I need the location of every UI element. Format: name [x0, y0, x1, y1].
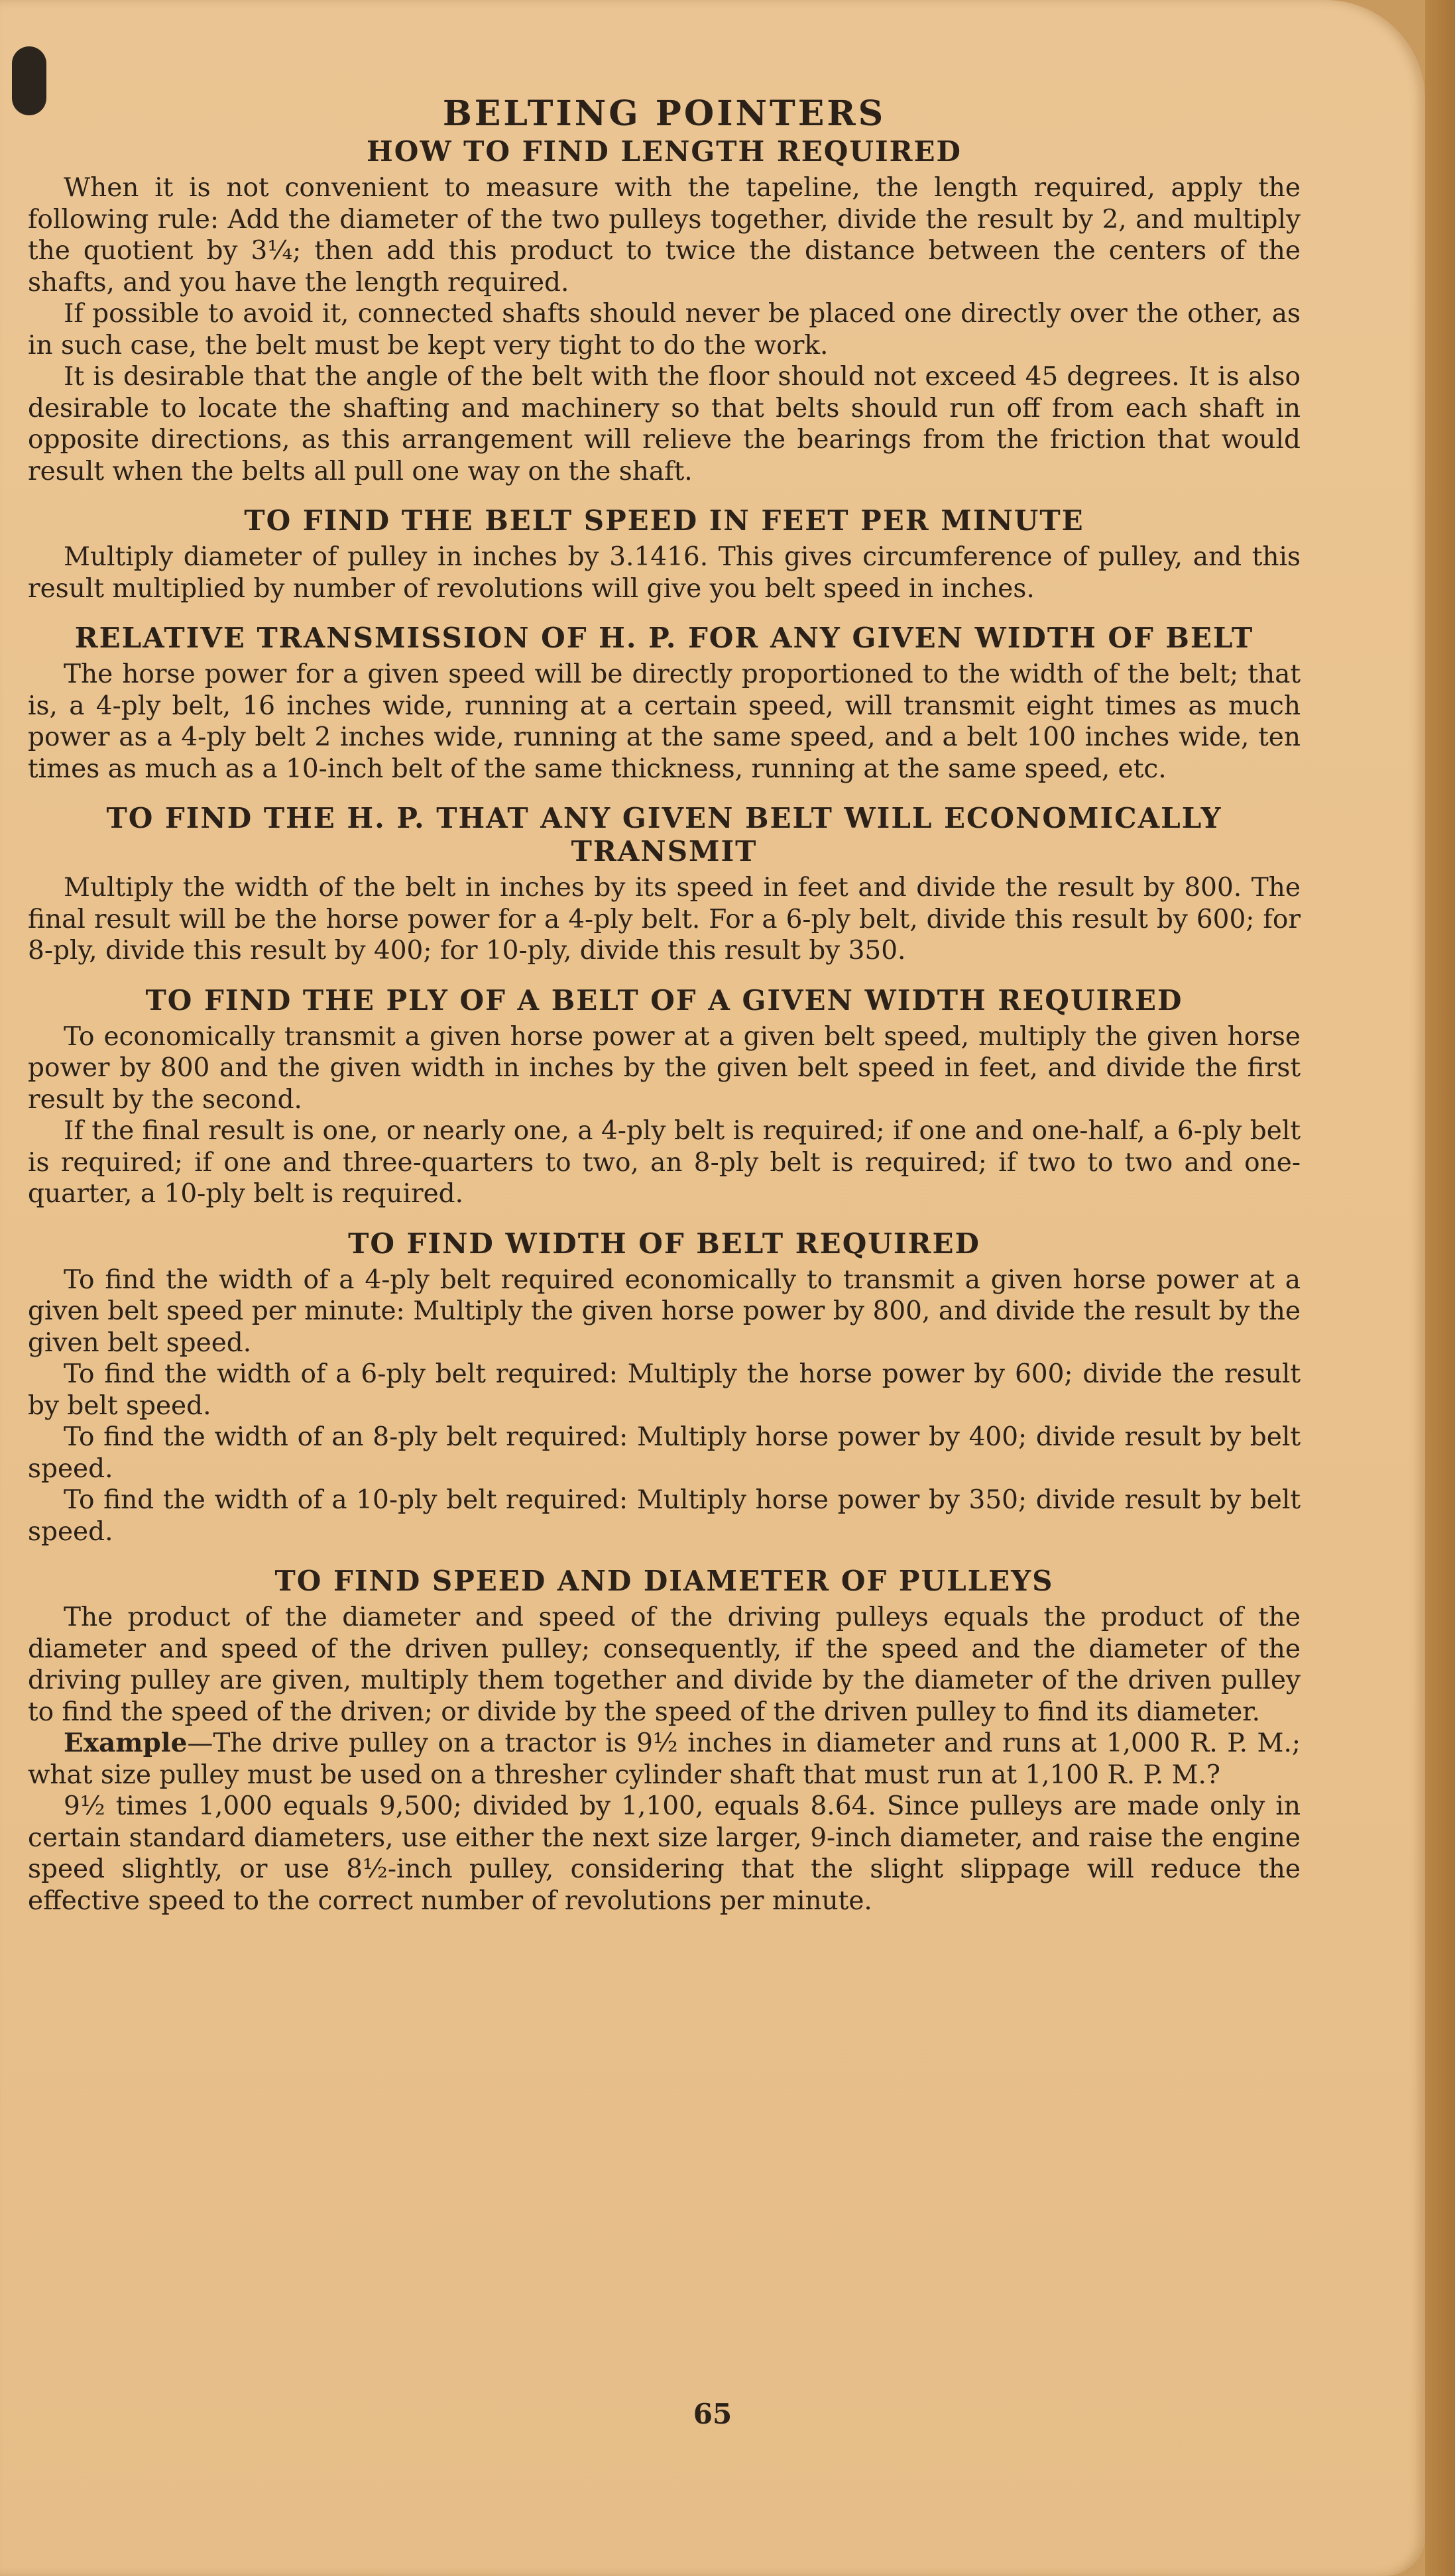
section-heading: TO FIND SPEED AND DIAMETER OF PULLEYS	[274, 1565, 1054, 1597]
example-label: Example	[64, 1728, 188, 1758]
example-paragraph	[28, 1728, 1301, 1791]
section-ply-required	[28, 984, 1301, 1210]
section-speed-diameter	[28, 1565, 1301, 1917]
section-hp-transmit	[28, 802, 1301, 967]
section-heading: TO FIND THE H. P. THAT ANY GIVEN BELT WILL ECONOMICALLY TRANSMIT	[106, 802, 1222, 868]
paragraph: If the final result is one, or nearly one, a 4-ply belt is required; if one and one-half, a 6-ply belt is required; if one and three-quarters to two, an 8-ply belt is required; if two to two and one-quarter, a 10-ply belt is required.	[28, 1116, 1301, 1209]
paragraph: Multiply diameter of pulley in inches by 3.1416. This gives circumference of pulley, and this result multiplied by number of revolutions will give you belt speed in inches.	[28, 542, 1301, 604]
section-heading: HOW TO FIND LENGTH REQUIRED	[367, 135, 962, 168]
section-belt-speed	[28, 504, 1301, 604]
page-title: BELTING POINTERS	[442, 93, 886, 134]
section-heading: RELATIVE TRANSMISSION OF H. P. FOR ANY GIVEN WIDTH OF BELT	[74, 622, 1254, 654]
section-relative-transmission	[28, 622, 1301, 785]
section-width-required	[28, 1227, 1301, 1548]
page-edge	[1425, 0, 1455, 2576]
paragraph: The horse power for a given speed will be directly proportioned to the width of the belt; that is, a 4-ply belt, 16 inches wide, running at a certain speed, will transmit eight times as much power as a 4-ply belt 2 inches wide, running at the same speed, and a belt 100 inches wide, ten times as much as a 10-inch belt of the same thickness, running at the same speed, etc.	[28, 659, 1301, 784]
paragraph: It is desirable that the angle of the belt with the floor should not exceed 45 degrees. It is also desirable to locate the shafting and machinery so that belts should run off from each shaft in opposite directions, as this arrangement will relieve the bearings from the friction that would result when the belts all pull one way on the shaft.	[28, 362, 1301, 486]
section-heading: TO FIND WIDTH OF BELT REQUIRED	[348, 1227, 980, 1260]
page-content	[28, 93, 1301, 1917]
page-number: 65	[693, 2398, 732, 2430]
section-heading: TO FIND THE BELT SPEED IN FEET PER MINUTE	[244, 504, 1084, 537]
paragraph: When it is not convenient to measure with the tapeline, the length required, apply the following rule: Add the diameter of the two pulleys together, divide the result by 2, and multiply the quotient by 3¼; then add this product to twice the distance between the centers of the shafts, and you have the length required.	[28, 173, 1301, 298]
example-text: —The drive pulley on a tractor is 9½ inches in diameter and runs at 1,000 R. P. M.; what size pulley must be used on a thresher cylinder shaft that must run at 1,100 R. P. M.?	[28, 1728, 1301, 1790]
paragraph: To find the width of a 10-ply belt required: Multiply horse power by 350; divide result by belt speed.	[28, 1485, 1301, 1547]
paragraph: Multiply the width of the belt in inches by its speed in feet and divide the result by 800. The final result will be the horse power for a 4-ply belt. For a 6-ply belt, divide this result by 600; for 8-ply, divide this result by 400; for 10-ply, divide this result by 350.	[28, 873, 1301, 966]
section-heading: TO FIND THE PLY OF A BELT OF A GIVEN WIDTH REQUIRED	[145, 983, 1183, 1017]
paragraph: The product of the diameter and speed of the driving pulleys equals the product of the diameter and speed of the driven pulley; consequently, if the speed and the diameter of the driving pulley are given, multiply them together and divide by the diameter of the driven pulley to find the speed of the driven; or divide by the speed of the driven pulley to find its diameter.	[28, 1602, 1301, 1727]
section-length-required	[28, 135, 1301, 487]
paragraph: To economically transmit a given horse power at a given belt speed, multiply the given horse power by 800 and the given width in inches by the given belt speed in feet, and divide the first result by the second.	[28, 1021, 1301, 1115]
paragraph: To find the width of a 6-ply belt required: Multiply the horse power by 600; divide the result by belt speed.	[28, 1359, 1301, 1421]
paragraph: To find the width of an 8-ply belt required: Multiply horse power by 400; divide result by belt speed.	[28, 1422, 1301, 1484]
paragraph: 9½ times 1,000 equals 9,500; divided by 1,100, equals 8.64. Since pulleys are made only in certain standard diameters, use either the next size larger, 9-inch diameter, and raise the engine speed slightly, or use 8½-inch pulley, considering that the slight slippage will reduce the effective speed to the correct number of revolutions per minute.	[28, 1791, 1301, 1916]
paragraph: If possible to avoid it, connected shafts should never be placed one directly over the other, as in such case, the belt must be kept very tight to do the work.	[28, 299, 1301, 361]
paragraph: To find the width of a 4-ply belt required economically to transmit a given horse power at a given belt speed per minute: Multiply the given horse power by 800, and divide the result by the given belt speed.	[28, 1264, 1301, 1358]
